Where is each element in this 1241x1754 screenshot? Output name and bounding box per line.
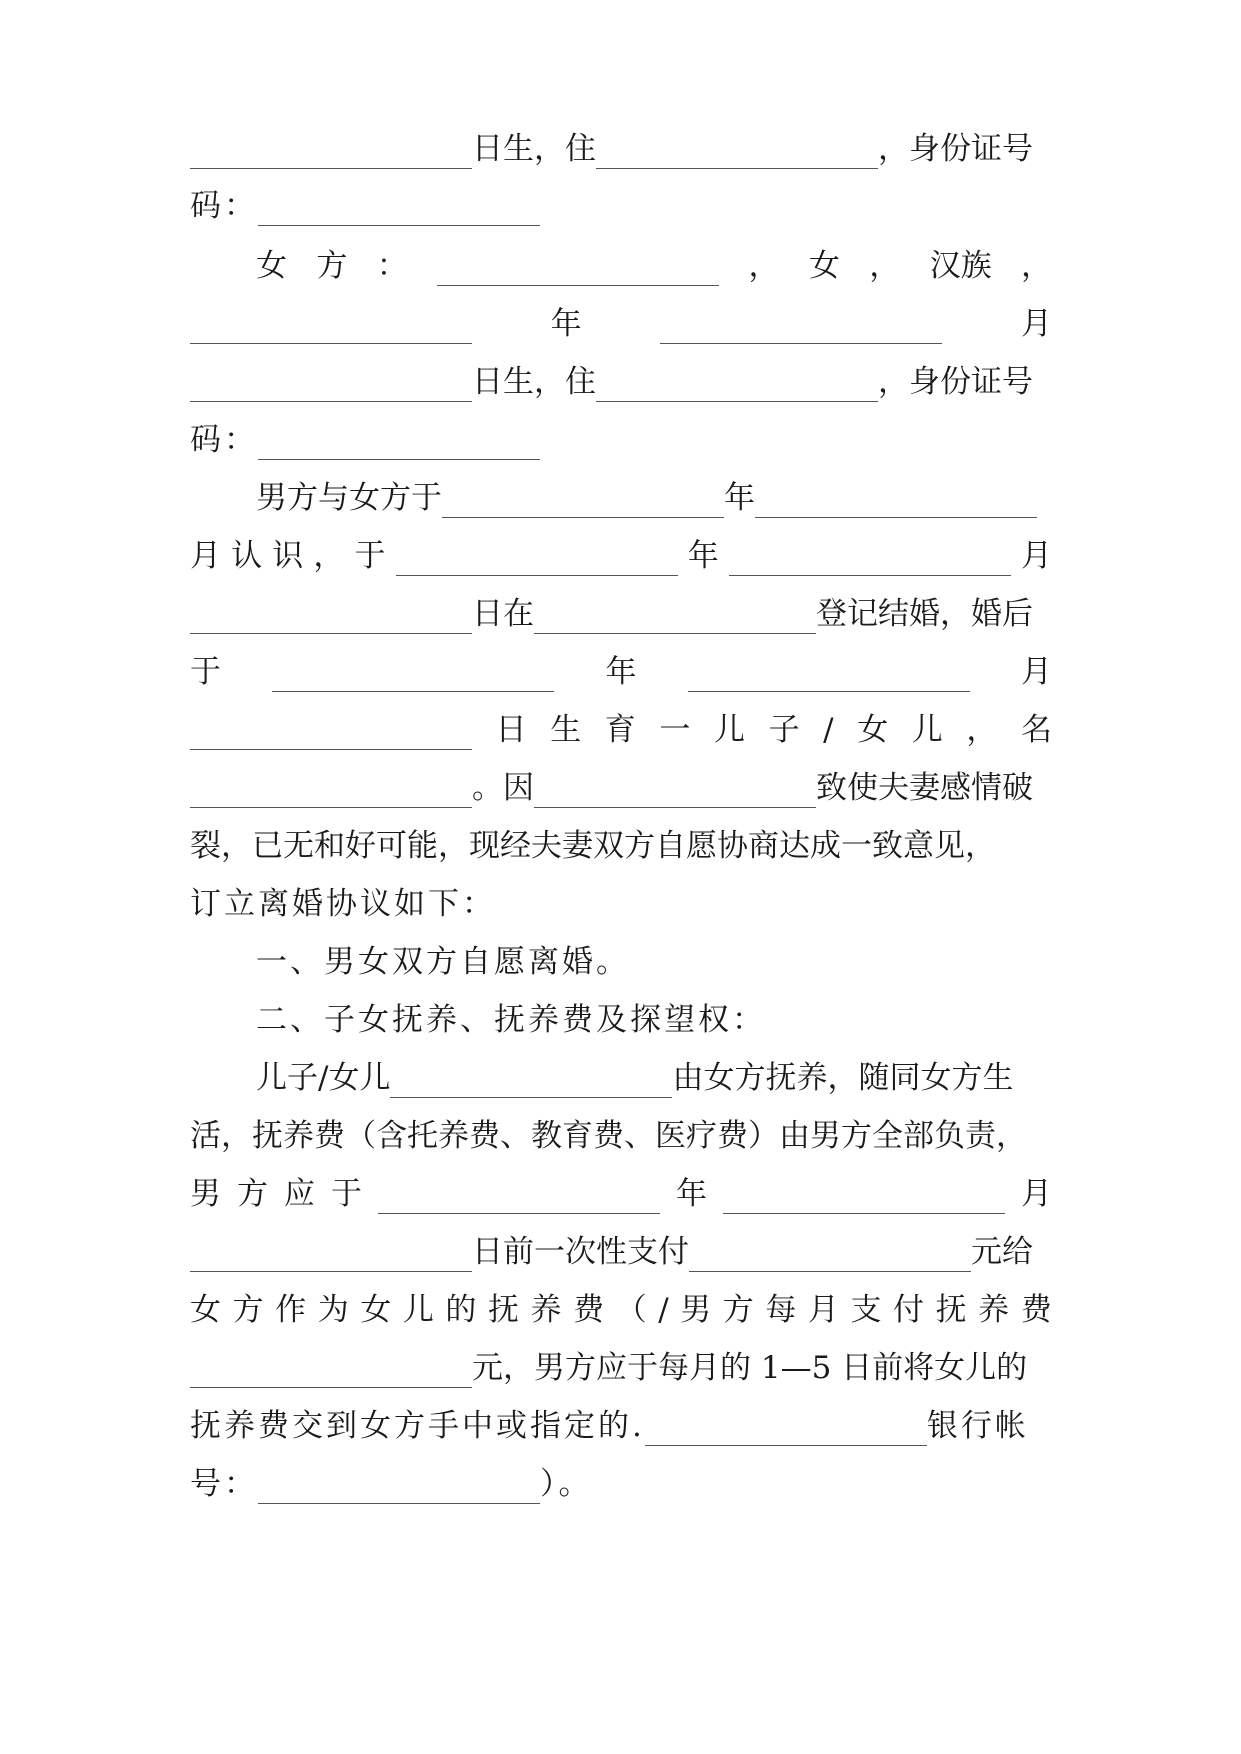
text-segment: 月	[190, 538, 221, 574]
text-segment: 活，抚养费（含托养费、教育费、医疗费）由男方全部负责，	[190, 1118, 1027, 1154]
fill-in-blank[interactable]	[596, 368, 878, 402]
fill-in-blank[interactable]	[534, 774, 816, 808]
text-segment: 儿	[911, 712, 943, 748]
text-segment: 应	[284, 1176, 315, 1212]
fill-in-blank[interactable]	[190, 774, 472, 808]
text-line	[190, 652, 1052, 692]
text-segment: 年	[687, 538, 719, 574]
text-segment: 方	[232, 1292, 264, 1328]
text-segment: 儿	[402, 1292, 434, 1328]
text-segment: 一、男女双方自愿离婚。	[256, 944, 630, 980]
fill-in-blank[interactable]	[390, 1064, 672, 1098]
text-line	[190, 420, 1052, 460]
fill-in-blank[interactable]	[729, 542, 1011, 576]
text-segment: 每	[765, 1292, 797, 1328]
text-line	[256, 942, 1052, 982]
text-line	[190, 884, 1052, 924]
text-line	[190, 129, 1052, 169]
text-line	[190, 362, 1052, 402]
text-segment: ，	[748, 248, 780, 284]
text-segment: 育	[604, 712, 636, 748]
text-line	[256, 478, 1052, 518]
text-segment: 月	[1021, 1176, 1052, 1212]
text-segment: /	[658, 1292, 669, 1328]
text-segment: 。因	[472, 770, 534, 806]
text-segment: 子	[768, 712, 800, 748]
text-segment: 养	[530, 1292, 562, 1328]
fill-in-blank[interactable]	[688, 658, 970, 692]
fill-in-blank[interactable]	[258, 426, 540, 460]
text-segment: 月	[807, 1292, 839, 1328]
text-segment: 名	[1020, 712, 1052, 748]
text-segment: 二、子女抚养、抚养费及探望权：	[256, 1002, 766, 1038]
text-segment: 费	[573, 1292, 605, 1328]
text-segment: 儿子/女儿	[256, 1060, 391, 1096]
text-line	[190, 1464, 1052, 1504]
text-segment: 年	[550, 306, 582, 342]
text-segment: 元给	[971, 1234, 1033, 1270]
fill-in-blank[interactable]	[258, 1470, 540, 1504]
text-line	[190, 1232, 1052, 1272]
text-segment: 养	[978, 1292, 1010, 1328]
text-segment: 日在	[472, 596, 534, 632]
text-segment: ，身份证号	[878, 364, 1033, 400]
text-segment: 女	[857, 712, 889, 748]
fill-in-blank[interactable]	[378, 1180, 660, 1214]
fill-in-blank[interactable]	[190, 135, 472, 169]
text-segment: ，	[869, 248, 901, 284]
text-segment: 男	[680, 1292, 712, 1328]
text-line	[190, 768, 1052, 808]
fill-in-blank[interactable]	[190, 310, 472, 344]
text-segment: 付	[893, 1292, 925, 1328]
text-segment: ，身份证号	[878, 131, 1033, 167]
text-segment: 儿	[713, 712, 745, 748]
text-segment: 女	[256, 248, 287, 284]
fill-in-blank[interactable]	[534, 600, 816, 634]
text-segment: 女	[190, 1292, 221, 1328]
text-segment: 由女方抚养，随同女方生	[672, 1060, 1014, 1096]
text-line	[190, 1116, 1052, 1156]
text-segment: 登记结婚，婚后	[816, 596, 1033, 632]
text-line	[190, 1290, 1052, 1330]
text-segment: 年	[605, 654, 637, 690]
text-segment: ）。	[540, 1466, 593, 1502]
text-segment: 抚	[935, 1292, 967, 1328]
text-segment: 日前一次性支付	[472, 1234, 689, 1270]
fill-in-blank[interactable]	[190, 1354, 472, 1388]
text-segment: 日生，住	[472, 364, 596, 400]
text-segment: 元，男方应于每月的 1—5 日前将女儿的	[472, 1350, 1028, 1386]
fill-in-blank[interactable]	[272, 658, 554, 692]
text-segment: 方	[316, 248, 348, 284]
text-segment: 方	[237, 1176, 268, 1212]
text-segment: ，	[1021, 248, 1052, 284]
text-segment: ，	[313, 538, 345, 574]
fill-in-blank[interactable]	[190, 1238, 472, 1272]
fill-in-blank[interactable]	[437, 252, 719, 286]
fill-in-blank[interactable]	[190, 600, 472, 634]
fill-in-blank[interactable]	[442, 484, 724, 518]
text-segment: 识	[272, 538, 304, 574]
fill-in-blank[interactable]	[660, 310, 942, 344]
text-segment: 码：	[190, 188, 258, 224]
fill-in-blank[interactable]	[723, 1180, 1005, 1214]
text-segment: 男方与女方于	[256, 480, 442, 516]
text-segment: 男	[190, 1176, 221, 1212]
text-segment: 日	[495, 712, 527, 748]
fill-in-blank[interactable]	[396, 542, 678, 576]
text-line	[190, 1174, 1052, 1214]
fill-in-blank[interactable]	[645, 1412, 927, 1446]
text-line	[190, 536, 1052, 576]
fill-in-blank[interactable]	[258, 192, 540, 226]
fill-in-blank[interactable]	[596, 135, 878, 169]
text-segment: 为	[317, 1292, 349, 1328]
text-segment: 作	[275, 1292, 307, 1328]
text-segment: 支	[850, 1292, 882, 1328]
text-line	[190, 710, 1052, 750]
text-segment: 的	[445, 1292, 477, 1328]
text-line	[190, 186, 1052, 226]
text-segment: 方	[722, 1292, 754, 1328]
fill-in-blank[interactable]	[689, 1238, 971, 1272]
text-segment: 年	[724, 480, 755, 516]
text-segment: ：	[376, 248, 408, 284]
text-segment: 订立离婚协议如下：	[190, 886, 496, 922]
text-line	[190, 1406, 1052, 1446]
fill-in-blank[interactable]	[190, 368, 472, 402]
text-segment: 于	[354, 538, 386, 574]
text-segment: ，	[966, 712, 998, 748]
text-segment: 日生，住	[472, 131, 596, 167]
text-segment: 抚	[487, 1292, 519, 1328]
text-line	[256, 1000, 1052, 1040]
text-segment: 银行帐	[926, 1408, 1029, 1444]
text-segment: 月	[1020, 306, 1052, 342]
text-segment: （	[615, 1292, 647, 1328]
text-segment: 月	[1021, 538, 1052, 574]
text-segment: 号：	[190, 1466, 258, 1502]
text-segment: 女	[808, 248, 840, 284]
text-segment: 抚养费交到女方手中或指定的.	[190, 1408, 645, 1444]
text-segment: 月	[1021, 654, 1052, 690]
text-line	[190, 1348, 1052, 1388]
text-segment: 生	[550, 712, 582, 748]
text-segment: 致使夫妻感情破	[816, 770, 1033, 806]
text-segment: 一	[659, 712, 691, 748]
text-line	[256, 246, 1052, 286]
text-line	[190, 826, 1052, 866]
text-segment: 女	[360, 1292, 392, 1328]
text-segment: /	[823, 712, 834, 748]
text-segment: 于	[331, 1176, 362, 1212]
text-segment: 年	[676, 1176, 707, 1212]
fill-in-blank[interactable]	[755, 484, 1037, 518]
text-segment: 裂，已无和好可能，现经夫妻双方自愿协商达成一致意见，	[190, 828, 996, 864]
fill-in-blank[interactable]	[190, 716, 472, 750]
text-segment: 认	[231, 538, 263, 574]
text-segment: 汉族	[929, 248, 992, 284]
text-line	[190, 594, 1052, 634]
text-segment: 费	[1020, 1292, 1052, 1328]
text-segment: 于	[190, 654, 221, 690]
text-line	[256, 1058, 1052, 1098]
text-line	[190, 304, 1052, 344]
text-segment: 码：	[190, 422, 258, 458]
